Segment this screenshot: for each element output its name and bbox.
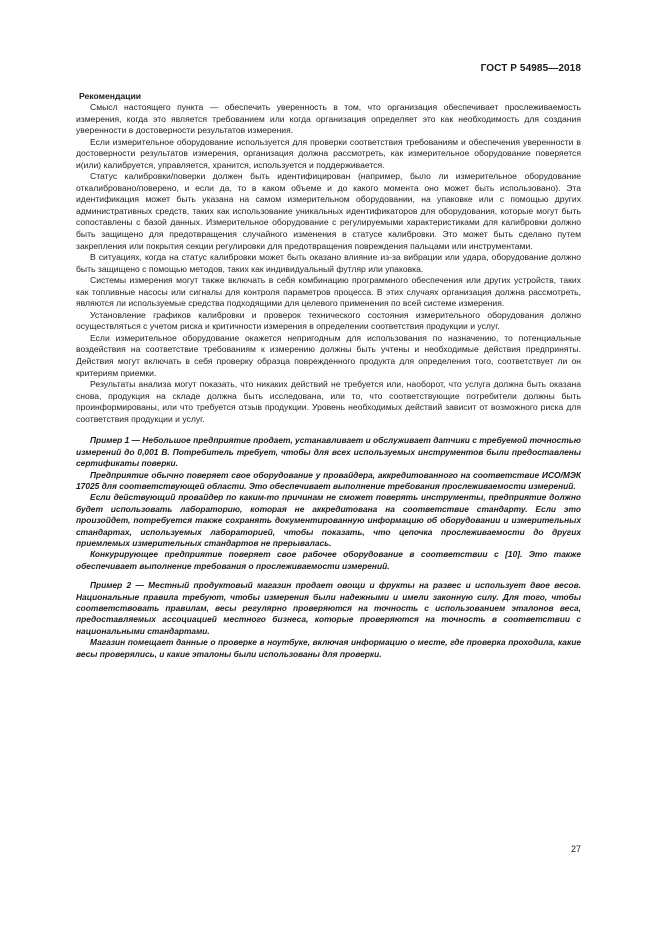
- paragraph: Если измерительное оборудование окажется непригодным для использования по назначению, то потенциальные воздействия на соответствие требованиям к измерению должны быть учтены и необходимые действия предприняты. Действия могут включать в себя проверку образца поврежденного продукта для определения того, соответствует ли он критериям приемки.: [76, 332, 581, 378]
- example-1-paragraph: Пример 1 — Небольшое предприятие продает, устанавливает и обслуживает датчики с требуемой точностью измерений до 0,001 В. Потребитель требует, чтобы для всех используемых инструментов были предоставлены сертификаты поверки.: [76, 435, 581, 469]
- paragraph: Системы измерения могут также включать в себя комбинацию программного обеспечения или других устройств, таких как топливные насосы или сигналы для контроля параметров процесса. В этих случаях организация должна рассмотреть, являются ли используемые средства подходящими для целевого применения по всей системе измерения.: [76, 275, 581, 309]
- paragraph: Результаты анализа могут показать, что никаких действий не требуется или, наоборот, что услуга должна быть оказана снова, продукция на складе должна быть исследована, или то, что соответствующие потребители должны быть проинформированы, или что требуется отзыв продукции. Уровень необходимых действий зависит от возможного риска для соответствия продукции и услуг.: [76, 379, 581, 424]
- paragraph: Смысл настоящего пункта — обеспечить уверенность в том, что организация обеспечивает прослеживаемость измерения, когда это является требованием или когда организация определяет это как необходимость для создания уверенности в достоверности результатов измерения.: [76, 102, 581, 136]
- document-code: ГОСТ Р 54985—2018: [480, 63, 581, 74]
- section-heading: Рекомендации: [79, 91, 142, 101]
- example-2-paragraph: Пример 2 — Местный продуктовый магазин продает овощи и фрукты на развес и использует двое весов. Национальные правила требуют, чтобы измерения были надежными и имели законную силу. Для того, чтобы соответствовать правилам, весы регулярно проверяются на точность с использованием эталонов веса, предоставляемых ассоциацией местного бизнеса, которые проверяются на точность в соответствии с национальными стандартами.: [76, 580, 581, 636]
- example-1-paragraph: Предприятие обычно поверяет свое оборудование у провайдера, аккредитованного на соответствие ИСО/МЭК 17025 для соответствующей области. Это обеспечивает выполнение требования прослеживаемости измерений.: [76, 469, 581, 491]
- paragraph: Статус калибровки/поверки должен быть идентифицирован (например, было ли измерительное оборудование откалибровано/поверено, и если да, то в каком объеме и до какого момента оно может быть использовано). Эта идентификация может быть указана на самом измерительном оборудовании, на упаковке или с помощью других административных средств, таких как использование уникальных идентификаторов для оборудования, которые могут быть сопоставлены с базой данных. Измерительное оборудование с регулируемыми характеристиками для калибровки должно быть защищено для предотвращения случайного изменения в статусе калибровки. Это может быть сделано путем закрепления или покрытия секции регулировки для предотвращения повреждения пальцами или инструментами.: [76, 171, 581, 251]
- examples-block: [76, 435, 581, 660]
- example-separator: [76, 572, 581, 580]
- page-number: 27: [570, 844, 581, 854]
- example-1-paragraph: Конкурирующее предприятие поверяет свое рабочее оборудование в соответствии с [10]. Это также обеспечивает выполнение требования о прослеживаемости измерений.: [76, 549, 581, 571]
- paragraph: Установление графиков калибровки и проверок технического состояния измерительного оборудования должно осуществляться с учетом риска и критичности измерения в определении соответствия продукции и услуг.: [76, 309, 581, 332]
- paragraph: В ситуациях, когда на статус калибровки может быть оказано влияние из-за вибрации или удара, оборудование должно быть защищено с помощью методов, таких как индивидуальный футляр или упаковка.: [76, 252, 581, 274]
- example-1-paragraph: Если действующий провайдер по каким-то причинам не сможет поверять инструменты, предприятие должно будет использовать лабораторию, которая не аккредитована на соответствие стандарту. Если это произойдет, потребуется также сохранять документированную информацию об оборудовании и измерительных стандартах, используемых лабораторией, чтобы показать, что цепочка прослеживаемости до других приемлемых измерительных стандартов не прерывалась.: [76, 492, 581, 548]
- example-2-paragraph: Магазин помещает данные о проверке в ноутбуке, включая информацию о месте, где проверка проходила, какие весы проверялись, и какие эталоны были использованы для проверки.: [76, 637, 581, 659]
- page-content: [76, 91, 581, 660]
- paragraph: Если измерительное оборудование используется для проверки соответствия требованиям и обеспечения уверенности в достоверности результатов измерения, организация должна рассмотреть, как измерительное оборудование поверяется и(или) калибруется, управляется, хранится, используется и поддерживается.: [76, 136, 581, 170]
